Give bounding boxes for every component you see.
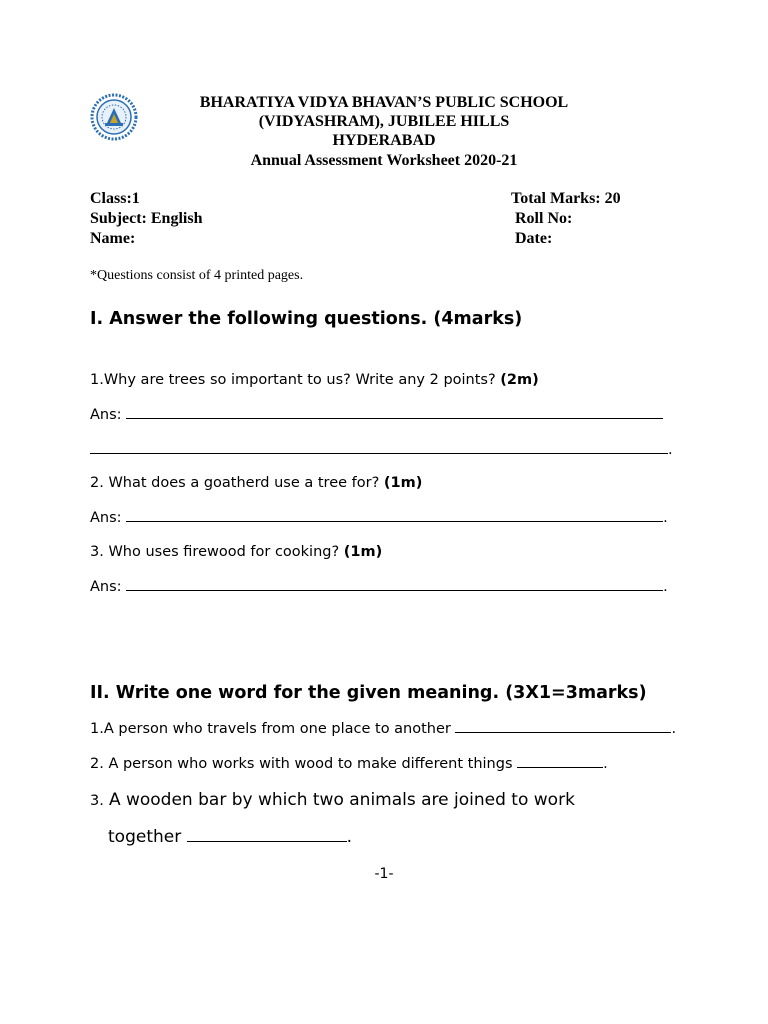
answer-1-line-2[interactable]: . <box>90 441 673 458</box>
word-item-3-blank[interactable] <box>187 828 347 842</box>
word-item-3: 3. A wooden bar by which two animals are joined to work <box>90 790 575 810</box>
answer-2-line[interactable]: Ans: . <box>90 510 668 526</box>
answer-3-line[interactable]: Ans: . <box>90 579 668 595</box>
word-item-1-blank[interactable] <box>455 720 671 733</box>
section-1-title: I. Answer the following questions. (4marks) <box>90 309 523 329</box>
date-label: Date: <box>515 230 553 247</box>
page-number: -1- <box>374 866 394 882</box>
question-1: 1.Why are trees so important to us? Write any 2 points? (2m) <box>90 372 539 388</box>
word-item-3-cont: together . <box>108 827 353 847</box>
subject-label: Subject: English <box>90 210 203 227</box>
word-item-1: 1.A person who travels from one place to another . <box>90 721 677 737</box>
class-label: Class:1 <box>90 190 140 207</box>
word-item-2: 2. A person who works with wood to make different things . <box>90 756 608 772</box>
total-marks-label: Total Marks: 20 <box>511 190 621 207</box>
word-item-2-blank[interactable] <box>517 755 603 768</box>
pages-note: *Questions consist of 4 printed pages. <box>90 268 304 283</box>
worksheet-title: Annual Assessment Worksheet 2020-21 <box>250 152 518 169</box>
roll-no-label: Roll No: <box>515 210 573 227</box>
school-city: HYDERABAD <box>332 132 436 149</box>
question-2: 2. What does a goatherd use a tree for? (1m) <box>90 475 423 491</box>
question-3: 3. Who uses firewood for cooking? (1m) <box>90 544 383 560</box>
section-2-title: II. Write one word for the given meaning. (3X1=3marks) <box>90 683 647 703</box>
answer-1-line-1[interactable]: Ans: <box>90 406 663 423</box>
name-label: Name: <box>90 230 136 247</box>
school-name: BHARATIYA VIDYA BHAVAN’S PUBLIC SCHOOL <box>199 94 569 111</box>
school-branch: (VIDYASHRAM), JUBILEE HILLS <box>258 113 510 130</box>
